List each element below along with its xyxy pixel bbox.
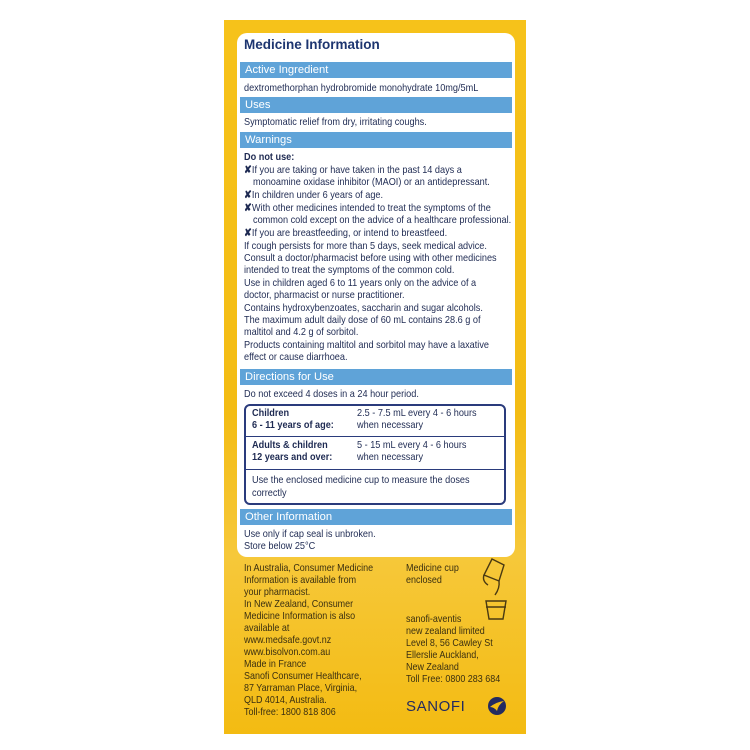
warning-line: The maximum adult daily dose of 60 mL contains 28.6 g of bbox=[244, 315, 481, 326]
warning-line: Contains hydroxybenzoates, saccharin and sugar alcohols. bbox=[244, 303, 483, 314]
active-ingredient-header: Active Ingredient bbox=[240, 62, 512, 78]
cup-note-cont: correctly bbox=[252, 488, 287, 499]
dosage-table bbox=[244, 404, 506, 505]
directions-header: Directions for Use bbox=[240, 369, 512, 385]
x-mark-icon: ✘ bbox=[244, 165, 252, 176]
warning-line: Products containing maltitol and sorbitol may have a laxative bbox=[244, 340, 489, 351]
warning-bullet-cont: monoamine oxidase inhibitor (MAOI) or an antidepressant. bbox=[253, 177, 490, 188]
active-ingredient-text: dextromethorphan hydrobromide monohydrate 10mg/5mL bbox=[244, 83, 479, 94]
bisolvon-link[interactable]: www.bisolvon.com.au bbox=[244, 647, 331, 658]
warning-line: effect or cause diarrhoea. bbox=[244, 352, 348, 363]
medicine-information-panel bbox=[237, 33, 515, 557]
warning-line: Use in children aged 6 to 11 years only on the advice of a bbox=[244, 278, 477, 289]
warning-bullet: ✘With other medicines intended to treat the symptoms of the bbox=[244, 203, 491, 214]
sanofi-logo-text: SANOFI bbox=[406, 698, 466, 715]
dosage-divider bbox=[246, 469, 504, 470]
nz-address-line: New Zealand bbox=[406, 662, 459, 673]
children-dose-note: when necessary bbox=[357, 420, 424, 431]
adults-age-label: 12 years and over: bbox=[252, 452, 333, 463]
consumer-info-line: Information is available from bbox=[244, 575, 357, 586]
nz-address-line: Level 8, 56 Cawley St bbox=[406, 638, 493, 649]
cup-label: enclosed bbox=[406, 575, 442, 586]
panel-title: Medicine Information bbox=[244, 37, 380, 52]
consumer-info-line: In Australia, Consumer Medicine bbox=[244, 563, 374, 574]
consumer-info-line: In New Zealand, Consumer bbox=[244, 599, 354, 610]
warning-line: If cough persists for more than 5 days, seek medical advice. bbox=[244, 241, 487, 252]
uses-text: Symptomatic relief from dry, irritating coughs. bbox=[244, 117, 427, 128]
sanofi-bird-icon bbox=[486, 696, 508, 716]
warning-line: doctor, pharmacist or nurse practitioner. bbox=[244, 290, 405, 301]
consumer-info-line: 87 Yarraman Place, Virginia, bbox=[244, 683, 358, 694]
nz-address-line: Toll Free: 0800 283 684 bbox=[406, 674, 501, 685]
nz-address-line: new zealand limited bbox=[406, 626, 485, 637]
children-dose: 2.5 - 7.5 mL every 4 - 6 hours bbox=[357, 408, 477, 419]
warnings-header: Warnings bbox=[240, 132, 512, 148]
nz-address-line: sanofi-aventis bbox=[406, 614, 462, 625]
consumer-info-line: Made in France bbox=[244, 659, 307, 670]
adults-label: Adults & children bbox=[252, 440, 328, 451]
children-age-label: 6 - 11 years of age: bbox=[252, 420, 334, 431]
adults-dose: 5 - 15 mL every 4 - 6 hours bbox=[357, 440, 467, 451]
children-label: Children bbox=[252, 408, 290, 419]
warning-bullet: ✘In children under 6 years of age. bbox=[244, 190, 384, 201]
medsafe-link[interactable]: www.medsafe.govt.nz bbox=[244, 635, 332, 646]
consumer-info-line: your pharmacist. bbox=[244, 587, 311, 598]
warning-line: Consult a doctor/pharmacist before using with other medicines bbox=[244, 253, 497, 264]
pouring-cup-icon bbox=[474, 555, 520, 625]
cup-note: Use the enclosed medicine cup to measure the doses bbox=[252, 475, 470, 486]
directions-intro: Do not exceed 4 doses in a 24 hour period. bbox=[244, 389, 419, 400]
warning-line: intended to treat the symptoms of the common cold. bbox=[244, 265, 455, 276]
other-info-line: Store below 25°C bbox=[244, 541, 316, 552]
consumer-info-line: QLD 4014, Australia. bbox=[244, 695, 327, 706]
dosage-divider bbox=[246, 436, 504, 437]
warning-bullet: ✘If you are taking or have taken in the past 14 days a bbox=[244, 165, 462, 176]
uses-header: Uses bbox=[240, 97, 512, 113]
warning-line: maltitol and 4.2 g of sorbitol. bbox=[244, 327, 359, 338]
cup-label: Medicine cup bbox=[406, 563, 459, 574]
nz-address-line: Ellerslie Auckland, bbox=[406, 650, 479, 661]
warning-bullet-cont: common cold except on the advice of a healthcare professional. bbox=[253, 215, 512, 226]
x-mark-icon: ✘ bbox=[244, 203, 252, 214]
other-information-header: Other Information bbox=[240, 509, 512, 525]
consumer-info-line: Medicine Information is also bbox=[244, 611, 356, 622]
consumer-info-line: Toll-free: 1800 818 806 bbox=[244, 707, 336, 718]
consumer-info-line: available at bbox=[244, 623, 290, 634]
other-info-line: Use only if cap seal is unbroken. bbox=[244, 529, 376, 540]
x-mark-icon: ✘ bbox=[244, 190, 252, 201]
do-not-use-label: Do not use: bbox=[244, 152, 295, 163]
warning-bullet: ✘If you are breastfeeding, or intend to breastfeed. bbox=[244, 228, 448, 239]
consumer-info-line: Sanofi Consumer Healthcare, bbox=[244, 671, 362, 682]
x-mark-icon: ✘ bbox=[244, 228, 252, 239]
adults-dose-note: when necessary bbox=[357, 452, 424, 463]
